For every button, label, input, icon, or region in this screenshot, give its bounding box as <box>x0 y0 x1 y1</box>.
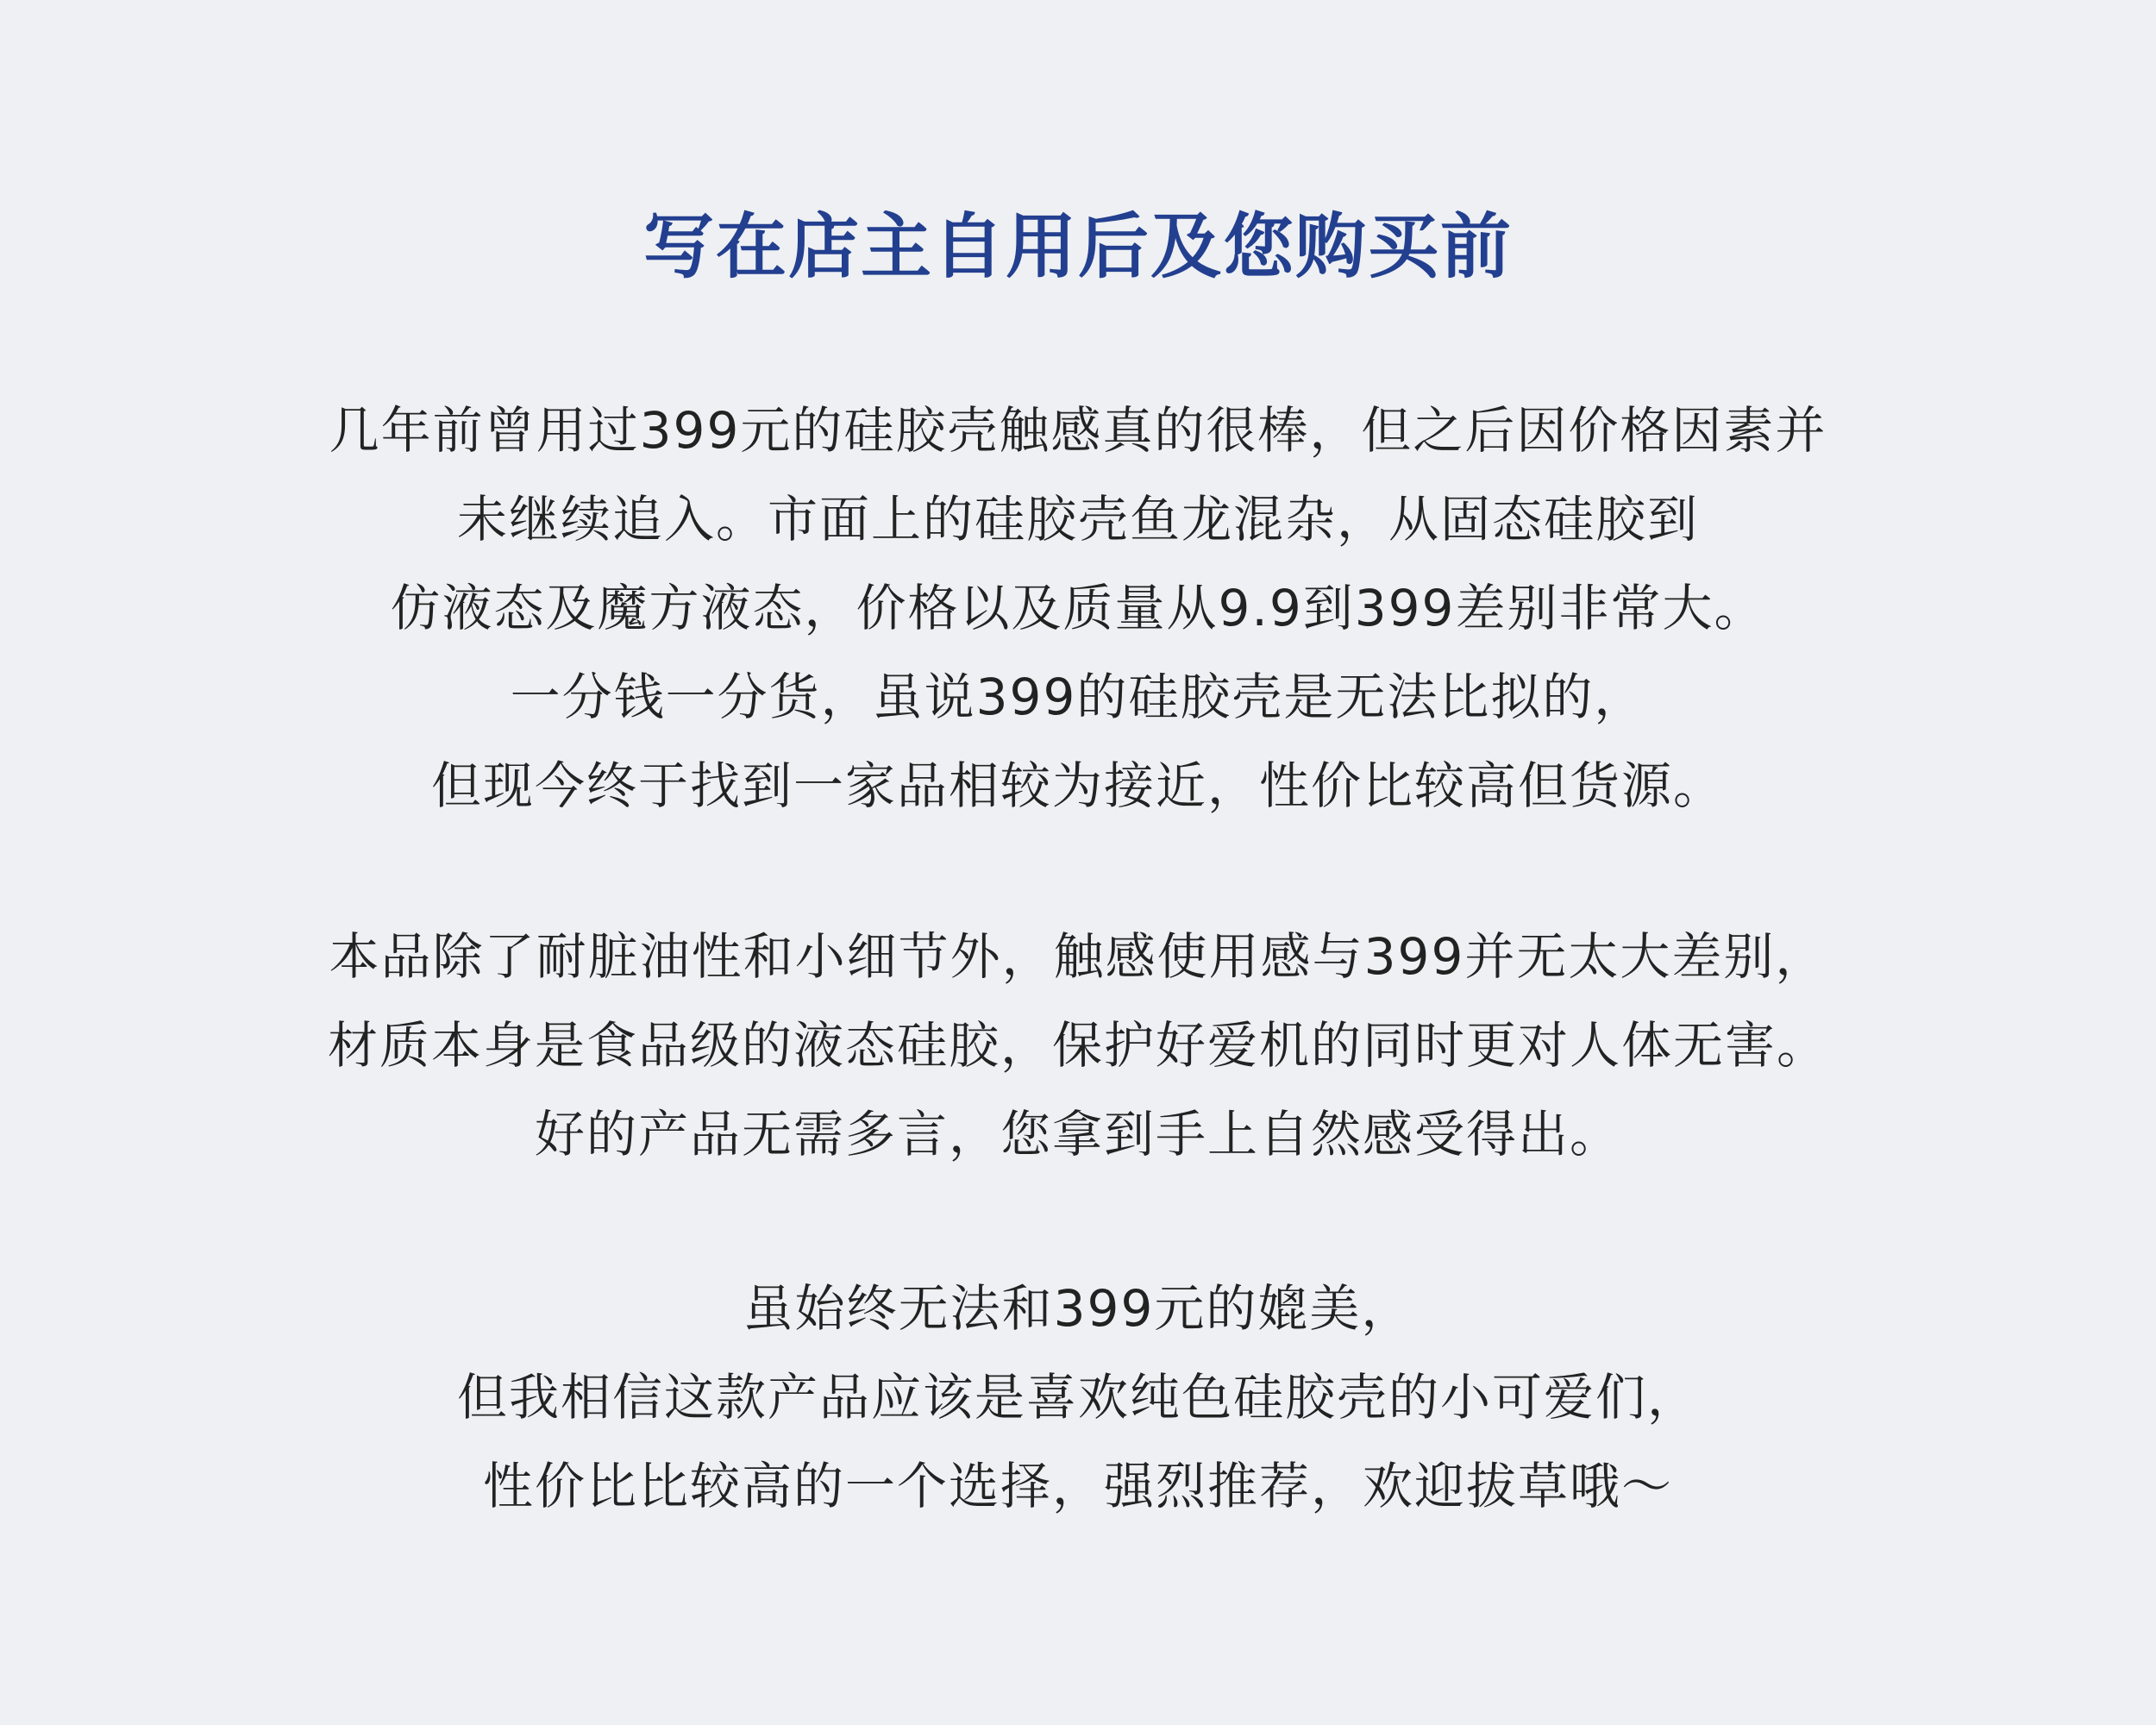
paragraph-recommendation <box>0 1264 2156 1531</box>
paragraph-line: 未继续追入。市面上的硅胶壳鱼龙混杂，从固态硅胶到 <box>456 490 1699 549</box>
paragraph-line: 虽始终无法和399元的媲美， <box>743 1279 1413 1338</box>
paragraph-line: 性价比比较高的一个选择，强烈推荐，欢迎拔草哦～ <box>482 1457 1673 1515</box>
paragraph-line: 仿液态及魔方液态，价格以及质量从9.9到399差别非常大。 <box>390 579 1766 637</box>
paragraph-line: 好的产品无需多言，您拿到手上自然感受得出。 <box>534 1105 1621 1164</box>
paragraph-line: 一分钱一分货，虽说399的硅胶壳是无法比拟的， <box>510 668 1646 726</box>
paragraph-line: 材质本身是食品级的液态硅胶，保护好爱机的同时更对人体无害。 <box>327 1016 1828 1075</box>
paragraph-features <box>0 913 2156 1179</box>
page-title: 写在店主自用后及您购买前 <box>642 206 1513 288</box>
paragraph-intro <box>0 386 2156 831</box>
paragraph-line: 但现今终于找到一家品相较为接近，性价比较高但货源。 <box>430 756 1725 815</box>
paragraph-line: 但我相信这款产品应该是喜欢纯色硅胶壳的小可爱们， <box>456 1368 1699 1427</box>
paragraph-line: 几年前曾用过399元的硅胶壳触感真的很棒，但之后因价格因素并 <box>329 401 1827 460</box>
paragraph-line: 本品除了耐脏油性和小细节外，触感使用感与399并无太大差别， <box>329 927 1827 986</box>
